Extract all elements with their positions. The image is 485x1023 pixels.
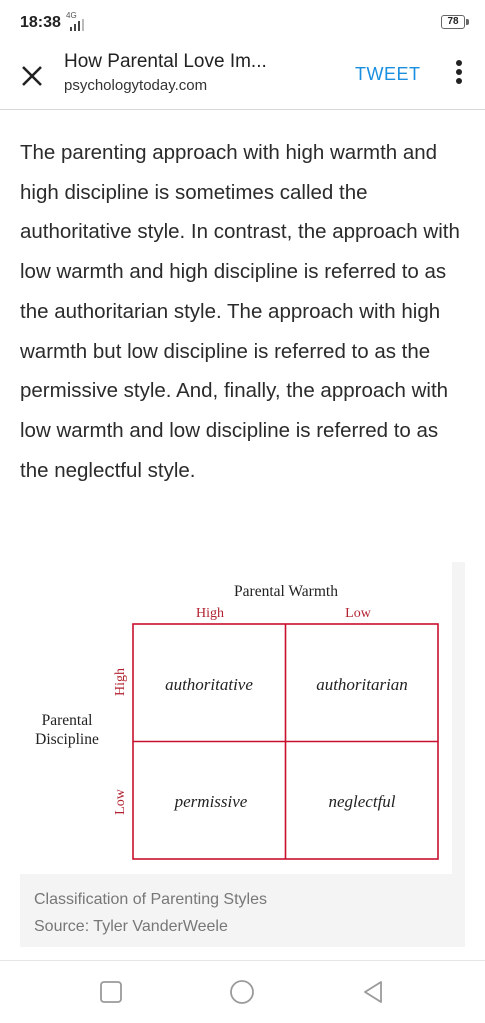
- signal-icon: [70, 19, 84, 31]
- battery-tip: [466, 19, 469, 25]
- cell-authoritarian: authoritarian: [316, 675, 408, 694]
- figure: [20, 562, 465, 947]
- cell-permissive: permissive: [174, 792, 248, 811]
- row-heading-line2: Discipline: [35, 731, 99, 748]
- page-domain: psychologytoday.com: [64, 77, 208, 94]
- system-nav-bar: [0, 960, 485, 1023]
- close-icon[interactable]: [18, 62, 46, 90]
- caption-source: Source: Tyler VanderWeele: [34, 918, 228, 935]
- figure-image: [20, 562, 452, 874]
- page-title: How Parental Love Im...: [64, 51, 267, 72]
- col-low-label: Low: [345, 606, 371, 621]
- article-paragraph: The parenting approach with high warmth and high discipline is sometimes called the authoritative style. In contrast, the approach with low warmth and high discipline is referred to as the authoritarian style. The approach with high warmth but low discipline is referred to as the permissive style. And, finally, the approach with low warmth and low discipline is referred to as the neglectful style.: [20, 141, 460, 482]
- circle-icon[interactable]: [229, 979, 255, 1005]
- tweet-button[interactable]: TWEET: [355, 64, 421, 84]
- cell-authoritative: authoritative: [165, 675, 253, 694]
- row-low-label: Low: [113, 789, 128, 815]
- battery-level: 78: [447, 16, 459, 27]
- battery-icon: [441, 15, 465, 29]
- triangle-back-icon[interactable]: [360, 979, 386, 1005]
- caption-title: Classification of Parenting Styles: [34, 891, 267, 908]
- parenting-styles-diagram: [20, 562, 452, 874]
- status-time: 18:38: [20, 14, 61, 31]
- square-icon[interactable]: [98, 979, 124, 1005]
- cell-neglectful: neglectful: [328, 792, 396, 811]
- col-heading: Parental Warmth: [234, 583, 338, 600]
- figure-caption: [34, 886, 267, 940]
- status-bar: [0, 0, 485, 42]
- title-block: [64, 51, 334, 94]
- app-bar: [0, 42, 485, 110]
- row-heading-line1: Parental: [41, 712, 93, 729]
- col-high-label: High: [196, 606, 224, 621]
- network-type-label: 4G: [66, 11, 77, 20]
- more-vert-icon[interactable]: [455, 60, 463, 88]
- row-high-label: High: [113, 668, 128, 696]
